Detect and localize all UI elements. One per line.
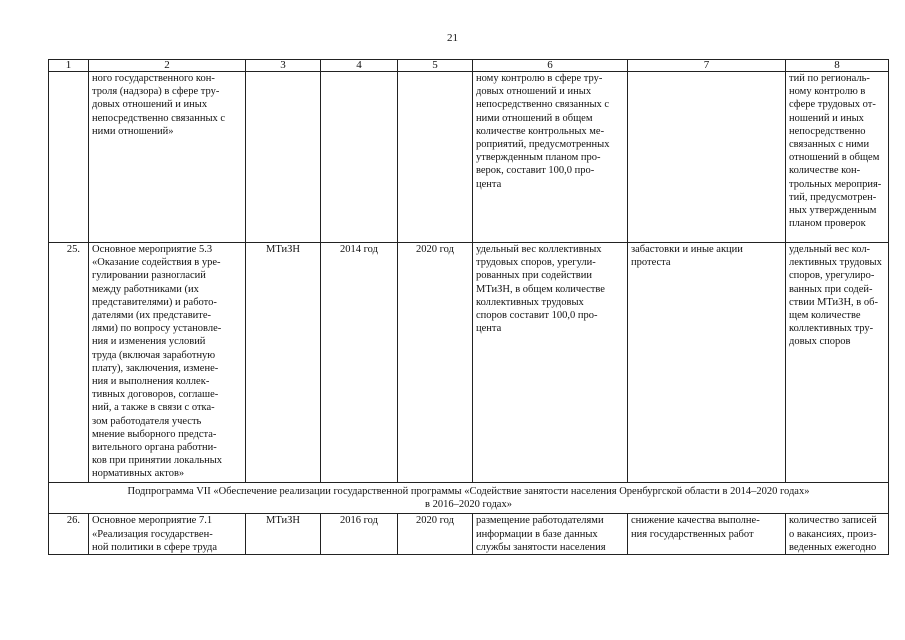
indicator: тий по региональ- ному контролю в сфере трудовых от- ношений и иных непосредственно связанных с ними отношений в общем количестве кон- трольных мероприя- тий, предусмотрен- ных утвержденным планом проверок: [786, 72, 889, 243]
column-header: 2: [89, 60, 246, 72]
expected-result: удельный вес коллективных трудовых споров, урегули- рованных при содействии МТиЗН, в общем количестве коллективных трудовых споров составит 100,0 про- цента: [473, 243, 628, 483]
executor: МТиЗН: [246, 514, 321, 555]
column-header: 3: [246, 60, 321, 72]
consequences: снижение качества выполне- ния государственных работ: [628, 514, 786, 555]
page-number: 21: [447, 32, 458, 44]
row-number: [49, 72, 89, 243]
table-row: [49, 514, 889, 555]
end-year: [398, 72, 473, 243]
column-header: 6: [473, 60, 628, 72]
table-row: [49, 72, 889, 243]
expected-result: размещение работодателями информации в базе данных службы занятости населения: [473, 514, 628, 555]
row-number: 25.: [49, 243, 89, 483]
expected-result: ному контролю в сфере тру- довых отношений и иных непосредственно связанных с ними отношений в общем количестве контрольных ме- роприятий, предусмотренных утвержденным планом про- верок, составит 100,0 про- цента: [473, 72, 628, 243]
measure-name: Основное мероприятие 5.3 «Оказание содействия в уре- гулировании разногласий между работниками (их представителями) и работо- дателями (их представите- лями) по вопросу установле- ния и изменения условий труда (включая заработную плату), заключения, измене- ния и выполнения коллек- тивных договоров, соглаше- ний, а также в связи с отка- зом работодателя учесть мнение выборного предста- вительного органа работни- ков при принятии локальных нормативных актов»: [89, 243, 246, 483]
end-year: 2020 год: [398, 243, 473, 483]
executor: [246, 72, 321, 243]
column-header: 5: [398, 60, 473, 72]
subprogram-row: [49, 483, 889, 514]
measure-name: ного государственного кон- троля (надзора) в сфере тру- довых отношений и иных непосредственно связанных с ними отношений»: [89, 72, 246, 243]
column-number-row: [49, 60, 889, 72]
start-year: 2016 год: [321, 514, 398, 555]
column-header: 1: [49, 60, 89, 72]
consequences: забастовки и иные акции протеста: [628, 243, 786, 483]
indicator: удельный вес кол- лективных трудовых споров, урегулиро- ванных при содей- ствии МТиЗН, в об- щем количестве коллективных тру- довых споров: [786, 243, 889, 483]
column-header: 8: [786, 60, 889, 72]
consequences: [628, 72, 786, 243]
column-header: 4: [321, 60, 398, 72]
indicator: количество записей о вакансиях, произ- веденных ежегодно: [786, 514, 889, 555]
start-year: 2014 год: [321, 243, 398, 483]
measures-table: [48, 59, 889, 555]
row-number: 26.: [49, 514, 89, 555]
column-header: 7: [628, 60, 786, 72]
subprogram-title: Подпрограмма VII «Обеспечение реализации государственной программы «Содействие занятости населения Оренбургской области в 2014–2020 годах» в 2016–2020 годах»: [49, 483, 889, 514]
executor: МТиЗН: [246, 243, 321, 483]
end-year: 2020 год: [398, 514, 473, 555]
measure-name: Основное мероприятие 7.1 «Реализация государствен- ной политики в сфере труда: [89, 514, 246, 555]
start-year: [321, 72, 398, 243]
table-row: [49, 243, 889, 483]
